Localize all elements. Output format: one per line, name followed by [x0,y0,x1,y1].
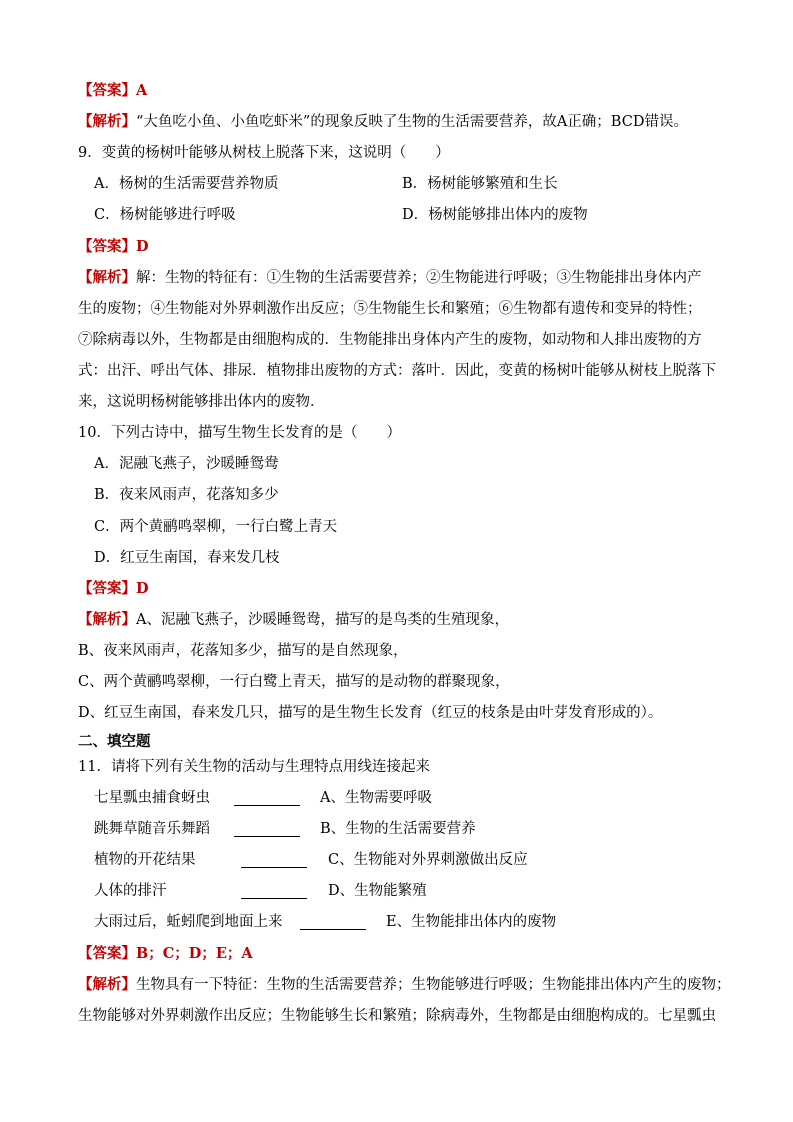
q9-answer [78,237,149,257]
q10-answer [78,579,149,599]
q10-analysis-line-3: C、两个黄鹂鸣翠柳，一行白鹭上青天，描写的是动物的群聚现象， [78,674,510,690]
match-right-1: A、生物需要呼吸 [320,790,432,806]
answer-tag: 【答案】 [78,580,136,597]
q9-analysis-line-3: ⑦除病毒以外，生物都是由细胞构成的．生物能排出身体内产生的废物，如动物和人排出废物的方 [78,332,702,348]
question-10-stem: 10．下列古诗中，描写生物生长发育的是（ ） [78,425,401,441]
match-blank-5[interactable] [300,929,366,930]
question-9-stem: 9．变黄的杨树叶能够从树枝上脱落下来，这说明（ ） [78,145,450,161]
q10-option-c: C．两个黄鹂鸣翠柳，一行白鹭上青天 [94,519,338,535]
q11-analysis-line-2: 生物能够对外界刺激作出反应；生物能够生长和繁殖；除病毒外，生物都是由细胞构成的。七星瓢虫 [78,1008,716,1024]
q9-analysis-line-1 [78,268,702,288]
question-11-stem: 11．请将下列有关生物的活动与生理特点用线连接起来 [78,759,430,775]
analysis-tag: 【解析】 [78,113,136,130]
answer-value: B；C；D；E；A [136,945,253,962]
q10-analysis-line-1 [78,610,509,630]
q8-answer [78,81,147,101]
q9-option-b: B．杨树能够繁殖和生长 [402,176,558,192]
answer-value: D [136,580,149,597]
analysis-text: 解：生物的特征有：①生物的生活需要营养；②生物能进行呼吸；③生物能排出身体内产 [136,270,702,286]
q9-option-c: C．杨树能够进行呼吸 [94,207,236,223]
analysis-tag: 【解析】 [78,269,136,286]
match-left-4: 人体的排汗 [94,883,167,899]
q8-analysis [78,112,688,132]
analysis-text: “大鱼吃小鱼、小鱼吃虾米”的现象反映了生物的生活需要营养，故A正确；BCD错误。 [136,114,688,130]
q9-analysis-line-5: 来，这说明杨树能够排出体内的废物． [78,394,325,410]
answer-value: D [136,238,149,255]
match-left-3: 植物的开花结果 [94,852,196,868]
q9-analysis-line-2: 生的废物；④生物能对外界刺激作出反应；⑤生物能生长和繁殖；⑥生物都有遗传和变异的特性； [78,301,702,317]
answer-tag: 【答案】 [78,945,136,962]
q9-analysis-line-4: 式：出汗、呼出气体、排尿．植物排出废物的方式：落叶．因此，变黄的杨树叶能够从树枝上脱落下 [78,363,716,379]
q10-option-a: A．泥融飞燕子，沙暖睡鸳鸯 [94,456,279,472]
q10-analysis-line-2: B、夜来风雨声，花落知多少，描写的是自然现象， [78,643,408,659]
match-right-3: C、生物能对外界刺激做出反应 [328,852,528,868]
analysis-tag: 【解析】 [78,611,136,628]
match-blank-2[interactable] [234,836,300,837]
q11-analysis-line-1 [78,975,731,995]
answer-tag: 【答案】 [78,238,136,255]
q10-option-d: D．红豆生南国，春来发几枝 [94,550,280,566]
q9-option-d: D．杨树能够排出体内的废物 [402,207,588,223]
match-left-1: 七星瓢虫捕食蚜虫 [94,790,210,806]
analysis-text: 生物具有一下特征：生物的生活需要营养；生物能够进行呼吸；生物能排出体内产生的废物； [136,977,731,993]
analysis-tag: 【解析】 [78,976,136,993]
match-right-4: D、生物能繁殖 [328,883,427,899]
section-heading: 二、填空题 [78,733,151,750]
answer-tag: 【答案】 [78,82,136,99]
answer-value: A [136,82,148,99]
q10-analysis-line-4: D、红豆生南国，春来发几只，描写的是生物生长发育（红豆的枝条是由叶芽发育形成的）。 [78,705,663,721]
match-left-2: 跳舞草随音乐舞蹈 [94,821,210,837]
q11-answer [78,944,253,964]
analysis-text: A、泥融飞燕子，沙暖睡鸳鸯，描写的是鸟类的生殖现象， [136,612,509,628]
match-blank-4[interactable] [241,898,307,899]
match-right-2: B、生物的生活需要营养 [320,821,476,837]
q10-option-b: B．夜来风雨声，花落知多少 [94,487,279,503]
match-right-5: E、生物能排出体内的废物 [386,914,557,930]
match-blank-1[interactable] [234,805,300,806]
q9-option-a: A．杨树的生活需要营养物质 [94,176,279,192]
match-left-5: 大雨过后，蚯蚓爬到地面上来 [94,914,283,930]
match-blank-3[interactable] [241,867,307,868]
